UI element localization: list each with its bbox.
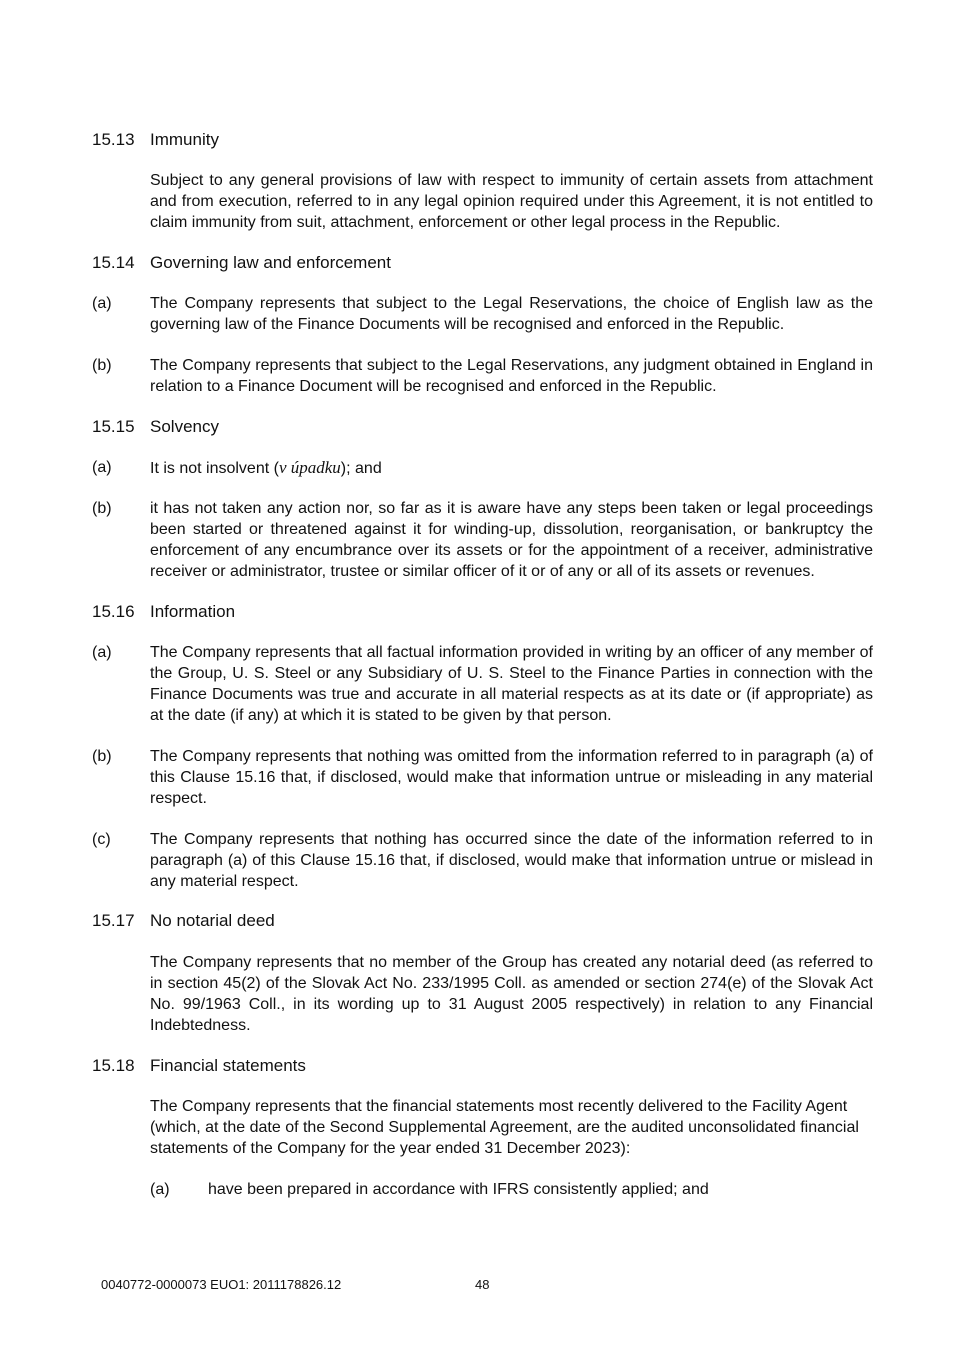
slovak-term: v úpadku xyxy=(278,458,341,477)
clause-title: Information xyxy=(150,602,236,621)
document-reference: 0040772-0000073 EUO1: 2011178826.12 xyxy=(101,1277,342,1292)
item-text-15-14-b: The Company represents that subject to the Legal Reservations, any judgment obtained in England in relation to a Finance Document will be recognised and enforced in the Republic. xyxy=(150,357,873,395)
item-text-15-16-a: The Company represents that all factual information provided in writing by an officer of any member of the Group, U. S. Steel or any Subsidiary of U. S. Steel to the Finance Parties in connection with the Finance Documents was true and accurate in all material respects as at its date or (if appropriate) as at the date (if any) at which it is stated to be given by that person. xyxy=(150,644,873,724)
clause-number: 15.16 xyxy=(92,602,135,621)
item-text-15-16-c: The Company represents that nothing has occurred since the date of the information referred to in paragraph (a) of this Clause 15.16 that, if disclosed, would make that information untrue or mislead in any material respect. xyxy=(150,831,873,890)
clause-body-15-18: The Company represents that the financial statements most recently delivered to the Facility Agent (which, at the date of the Second Supplemental Agreement, are the audited unconsolidated financial statements of the Company for the year ended 31 December 2023): xyxy=(150,1098,859,1157)
item-text-start: It is not insolvent ( xyxy=(150,460,279,477)
clause-title: Solvency xyxy=(150,417,219,436)
clause-body-15-17: The Company represents that no member of the Group has created any notarial deed (as referred to in section 45(2) of the Slovak Act No. 233/1995 Coll. as amended or section 274(e) of the Slovak Act No. 99/1963 Coll., in its wording up to 31 August 2005 respectively) in relation to any Financial Indebtedness. xyxy=(150,954,873,1034)
item-label-15-15-b: (b) xyxy=(92,500,112,517)
clause-number: 15.17 xyxy=(92,911,135,930)
page-number: 48 xyxy=(475,1277,490,1292)
item-label-15-14-b: (b) xyxy=(92,357,112,374)
item-text-15-16-b: The Company represents that nothing was omitted from the information referred to in paragraph (a) of this Clause 15.16 that, if disclosed, would make that information untrue or misleading in any material respect. xyxy=(150,748,873,807)
clause-title: Governing law and enforcement xyxy=(150,253,391,272)
item-label-15-14-a: (a) xyxy=(92,295,112,312)
clause-body-15-13: Subject to any general provisions of law with respect to immunity of certain assets from attachment and from execution, referred to in any legal opinion required under this Agreement, it is not entitled to claim immunity from suit, attachment, enforcement or other legal process in the Republic. xyxy=(150,172,873,231)
clause-title: Financial statements xyxy=(150,1056,306,1075)
clause-title: Immunity xyxy=(150,130,219,149)
item-text-15-15-b: it has not taken any action nor, so far as it is aware have any steps been taken or legal proceedings been started or threatened against it for winding-up, dissolution, reorganisation, or bankruptcy the enforcement of any encumbrance over its assets or for the appointment of a receiver, administrative receiver or administrator, trustee or similar officer of it or of any or all of its assets or revenues. xyxy=(150,500,873,580)
sub-item-text-15-18-a: have been prepared in accordance with IFRS consistently applied; and xyxy=(208,1181,709,1198)
sub-item-label-15-18-a: (a) xyxy=(150,1181,170,1198)
clause-number: 15.18 xyxy=(92,1056,135,1075)
clause-title: No notarial deed xyxy=(150,911,275,930)
item-text-end: ); and xyxy=(340,460,382,477)
clause-number: 15.13 xyxy=(92,130,135,149)
item-label-15-16-a: (a) xyxy=(92,644,112,661)
item-text-15-15-a xyxy=(150,457,873,479)
item-label-15-15-a: (a) xyxy=(92,459,112,476)
clause-number: 15.15 xyxy=(92,417,135,436)
clause-number: 15.14 xyxy=(92,253,135,272)
item-text-15-14-a: The Company represents that subject to the Legal Reservations, the choice of English law as the governing law of the Finance Documents will be recognised and enforced in the Republic. xyxy=(150,295,873,333)
item-label-15-16-b: (b) xyxy=(92,748,112,765)
item-label-15-16-c: (c) xyxy=(92,831,111,848)
